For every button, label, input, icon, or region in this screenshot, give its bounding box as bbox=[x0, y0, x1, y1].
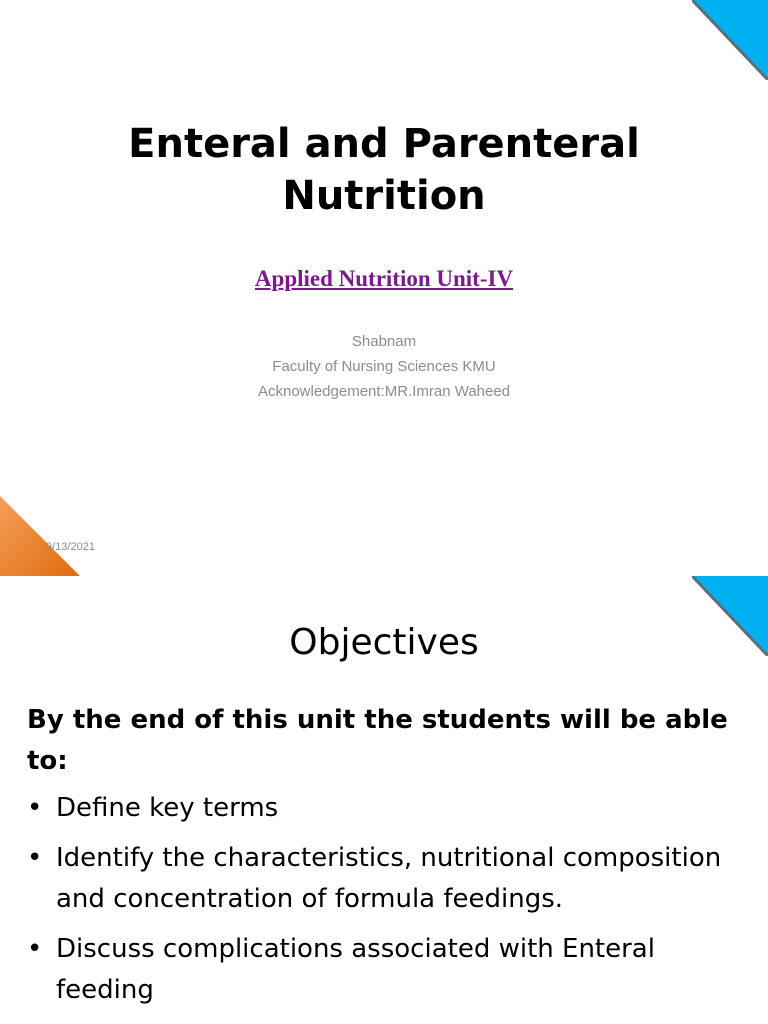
objectives-slide bbox=[0, 576, 768, 1024]
author-name: Shabnam bbox=[351, 333, 417, 350]
slide-title: Enteral and Parenteral Nutrition bbox=[128, 121, 640, 219]
faculty-name: Faculty of Nursing Sciences KMU bbox=[272, 358, 496, 375]
objectives-title: Objectives bbox=[289, 622, 479, 663]
acknowledgement: Acknowledgement:MR.Imran Waheed bbox=[257, 383, 511, 400]
slide-subtitle bbox=[0, 266, 768, 292]
author-block bbox=[0, 329, 768, 404]
objectives-intro: By the end of this unit the students will be able to: bbox=[27, 705, 728, 776]
subtitle-text: Applied Nutrition Unit-IV bbox=[254, 266, 514, 291]
orange-corner-decoration bbox=[0, 496, 80, 576]
objectives-list bbox=[27, 788, 738, 1011]
objectives-body bbox=[27, 700, 738, 1020]
objective-item: • Identify the characteristics, nutritional composition and concentration of formula feedings. bbox=[27, 838, 738, 920]
slide-date: 9/13/2021 bbox=[46, 541, 95, 553]
blue-corner-decoration bbox=[692, 0, 768, 80]
objective-item: • Discuss complications associated with Enteral feeding bbox=[27, 929, 738, 1011]
objective-item: • Define key terms bbox=[27, 788, 738, 829]
